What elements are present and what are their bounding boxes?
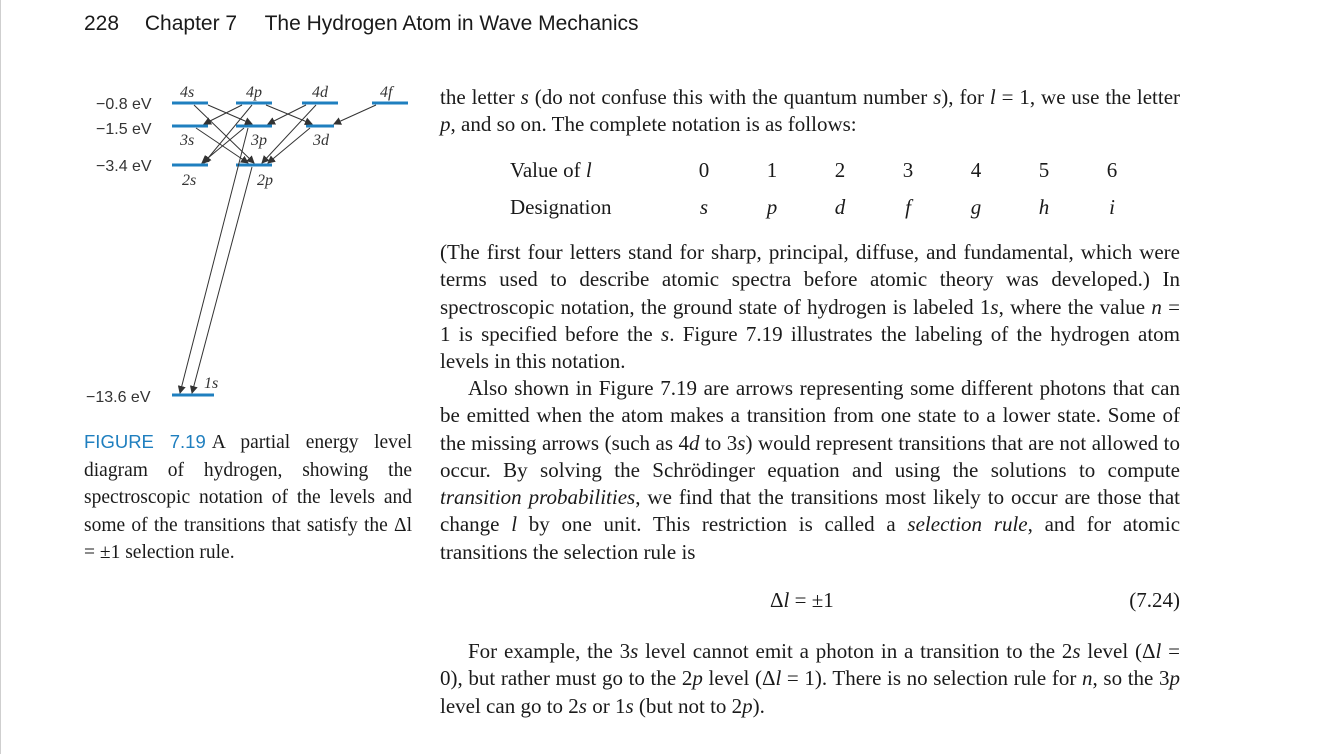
table-cell: 3 xyxy=(902,158,914,182)
paragraph-1: the letter s (do not confuse this with the quantum number s), for l = 1, we use the letter p, and so on. The complete notation is as follows: xyxy=(440,85,1181,137)
arrow-3d-2p xyxy=(268,128,310,163)
table-cell: 4 xyxy=(970,158,982,182)
table-row xyxy=(510,189,1146,226)
table-cell: h xyxy=(1038,195,1050,219)
arrow-3p-1s xyxy=(180,128,248,393)
label-4f: 4f xyxy=(380,84,393,101)
figure-caption xyxy=(84,428,412,567)
arrow-4p-3s xyxy=(204,105,242,124)
energy-label-n4: −0.8 eV xyxy=(96,96,152,113)
chapter-label: Chapter 7 xyxy=(144,12,238,35)
caption-text: A partial energy level diagram of hydrogen, showing the spectroscopic notation of the levels and some of the transitions that satisfy the Δl = ±1 selection rule. xyxy=(84,432,412,563)
table-cell: 1 xyxy=(766,158,778,182)
equation-expression: Δl = ±1 xyxy=(770,588,834,612)
row-label-designation: Designation xyxy=(510,195,612,219)
table-row xyxy=(510,152,1146,189)
energy-label-n2: −3.4 eV xyxy=(96,158,152,175)
notation-table xyxy=(510,152,1146,226)
arrow-2p-1s xyxy=(192,167,252,393)
paragraph-4: For example, the 3s level cannot emit a photon in a transition to the 2s level (Δl = 0), but rather must go to the 2p level (Δl = 1). There is no selection rule for n, so the 3p level can go to 2s or 1s (but not to 2p). xyxy=(440,639,1181,718)
equation-number: (7.24) xyxy=(1129,588,1180,612)
table-cell: 5 xyxy=(1038,158,1050,182)
label-4d: 4d xyxy=(312,84,328,101)
label-3d: 3d xyxy=(313,132,329,149)
table-cell: 0 xyxy=(698,158,710,182)
table-cell: f xyxy=(905,195,911,219)
figure-label: FIGURE 7.19 xyxy=(84,431,206,452)
paragraph-3: Also shown in Figure 7.19 are arrows representing some different photons that can be emitted when the atom makes a transition from one state to a lower state. Some of the missing arrows (such as 4d to 3s) would represent transitions that are not allowed to occur. By solving the Schrödinger equation and using the solutions to compute transition probabilities, we find that the transitions most likely to occur are those that change l by one unit. This restriction is called a selection rule, and for atomic transitions the selection rule is xyxy=(440,376,1181,564)
row-label-value: Value of l xyxy=(510,158,592,182)
energy-label-n1: −13.6 eV xyxy=(86,389,151,406)
level-lines xyxy=(172,103,408,395)
arrow-4s-3p xyxy=(208,105,252,124)
label-3p: 3p xyxy=(251,132,267,149)
page-edge xyxy=(0,0,1,754)
table-cell: i xyxy=(1109,195,1115,219)
chapter-title: The Hydrogen Atom in Wave Mechanics xyxy=(264,12,639,35)
table-cell: d xyxy=(834,195,846,219)
transition-arrows xyxy=(180,105,376,393)
label-4p: 4p xyxy=(246,84,262,101)
label-2s: 2s xyxy=(182,172,197,189)
energy-label-n3: −1.5 eV xyxy=(96,121,152,138)
page-number: 228 xyxy=(84,12,120,35)
paragraph-2: (The first four letters stand for sharp, principal, diffuse, and fundamental, which were terms used to describe atomic spectra before atomic theory was developed.) In spectroscopic notation, the ground state of hydrogen is labeled 1s, where the value n = 1 is specified before the s. Figure 7.19 illustrates the labeling of the hydrogen atom levels in this notation. xyxy=(440,240,1180,374)
energy-level-diagram xyxy=(84,78,424,418)
table-cell: 2 xyxy=(834,158,846,182)
table-cell: g xyxy=(970,195,982,219)
table-cell: s xyxy=(699,195,709,219)
arrow-4f-3d xyxy=(334,105,376,124)
label-3s: 3s xyxy=(180,132,195,149)
label-4s: 4s xyxy=(180,84,195,101)
table-cell: p xyxy=(766,195,778,219)
label-2p: 2p xyxy=(257,172,273,189)
table-cell: 6 xyxy=(1106,158,1118,182)
label-1s: 1s xyxy=(204,375,219,392)
running-header xyxy=(84,12,656,36)
